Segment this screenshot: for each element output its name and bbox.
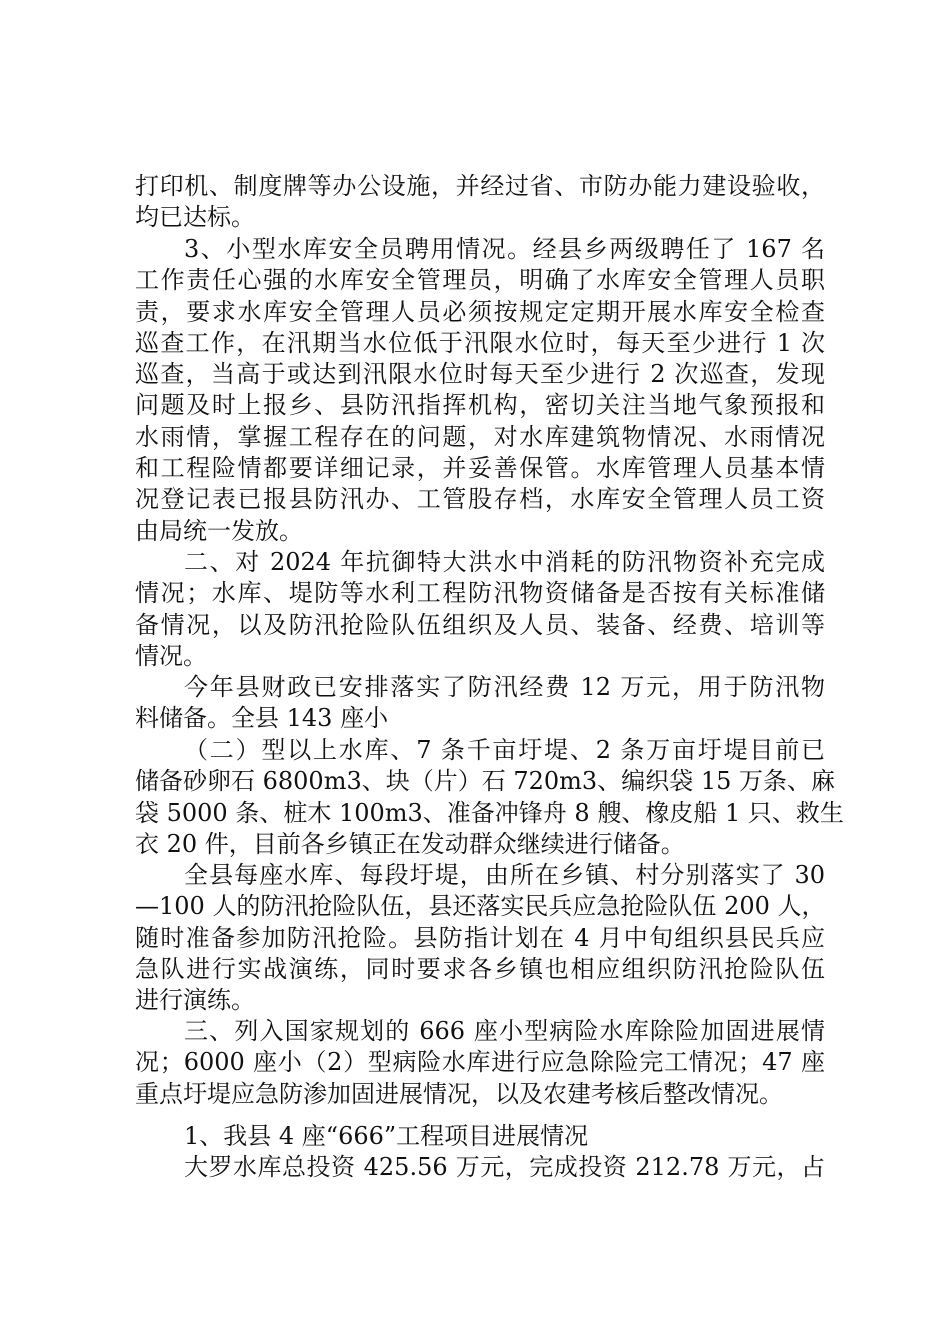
text-line: 情况；水库、堤防等水利工程防汛物资储备是否按有关标准储 (135, 579, 825, 608)
text-line: 大罗水库总投资 425.56 万元，完成投资 212.78 万元，占 (184, 1153, 825, 1182)
text-line: 袋 5000 条、桩木 100m3、准备冲锋舟 8 艘、橡皮船 1 只、救生 (135, 798, 844, 827)
text-line: 进行演练。 (135, 986, 255, 1015)
text-line: 况登记表已报县防汛办、工管股存档，水库安全管理人员工资 (135, 485, 825, 514)
text-line: 急队进行实战演练，同时要求各乡镇也相应组织防汛抢险队伍 (135, 954, 825, 983)
section-heading-two (135, 547, 825, 672)
text-line: 责，要求水库安全管理人员必须按规定定期开展水库安全检查 (135, 297, 825, 326)
text-line: 巡查工作，在汛期当水位低于汛限水位时，每天至少进行 1 次 (135, 328, 825, 357)
text-line: 二、对 2024 年抗御特大洪水中消耗的防汛物资补充完成 (184, 548, 825, 576)
text-line: 均已达标。 (135, 203, 255, 232)
paragraph-reservoir-safety-staff (135, 234, 825, 547)
text-line: 备情况，以及防汛抢险队伍组织及人员、装备、经费、培训等 (135, 610, 825, 639)
text-line: 料储备。全县 143 座小 (135, 704, 389, 733)
text-line: （二）型以上水库、7 条千亩圩堤、2 条万亩圩堤目前已 (184, 736, 825, 764)
paragraph-rescue-teams (135, 860, 825, 1016)
text-line: 1、我县 4 座“666”工程项目进展情况 (184, 1122, 589, 1150)
text-line: 工作责任心强的水库安全管理员，明确了水库安全管理人员职 (135, 266, 825, 295)
paragraph-office-facilities (135, 171, 825, 234)
paragraph-material-reserves (135, 735, 844, 860)
text-line: 由局统一发放。 (135, 516, 303, 545)
text-line: 巡查，当高于或达到汛限水位时每天至少进行 2 次巡查，发现 (135, 360, 825, 389)
text-line: 水雨情，掌握工程存在的问题，对水库建筑物情况、水雨情况 (135, 422, 825, 451)
text-line: 3、小型水库安全员聘用情况。经县乡两级聘任了 167 名 (184, 235, 825, 263)
text-line: 问题及时上报乡、县防汛指挥机构，密切关注当地气象预报和 (135, 391, 825, 420)
paragraph-project-progress (135, 1121, 825, 1184)
text-line: 衣 20 件，目前各乡镇正在发动群众继续进行储备。 (135, 829, 685, 858)
text-line: 打印机、制度牌等办公设施，并经过省、市防办能力建设验收， (135, 172, 825, 200)
text-line: 和工程险情都要详细记录，并妥善保管。水库管理人员基本情 (135, 454, 825, 483)
paragraph-flood-funds (135, 672, 825, 735)
text-line: 三、列入国家规划的 666 座小型病险水库除险加固进展情 (184, 1017, 825, 1045)
text-line: 重点圩堤应急防渗加固进展情况，以及农建考核后整改情况。 (135, 1079, 783, 1108)
text-line: 储备砂卵石 6800m3、块（片）石 720m3、编织袋 15 万条、麻 (135, 767, 835, 796)
text-line: —100 人的防汛抢险队伍，县还落实民兵应急抢险队伍 200 人， (135, 892, 826, 921)
text-line: 今年县财政已安排落实了防汛经费 12 万元，用于防汛物 (184, 673, 825, 701)
text-line: 随时准备参加防汛抢险。县防指计划在 4 月中旬组织县民兵应 (135, 923, 825, 952)
text-line: 全县每座水库、每段圩堤，由所在乡镇、村分别落实了 30 (184, 861, 825, 889)
section-heading-three (135, 1016, 825, 1110)
text-line: 况；6000 座小（2）型病险水库进行应急除险完工情况；47 座 (135, 1048, 825, 1077)
text-line: 情况。 (135, 641, 207, 670)
